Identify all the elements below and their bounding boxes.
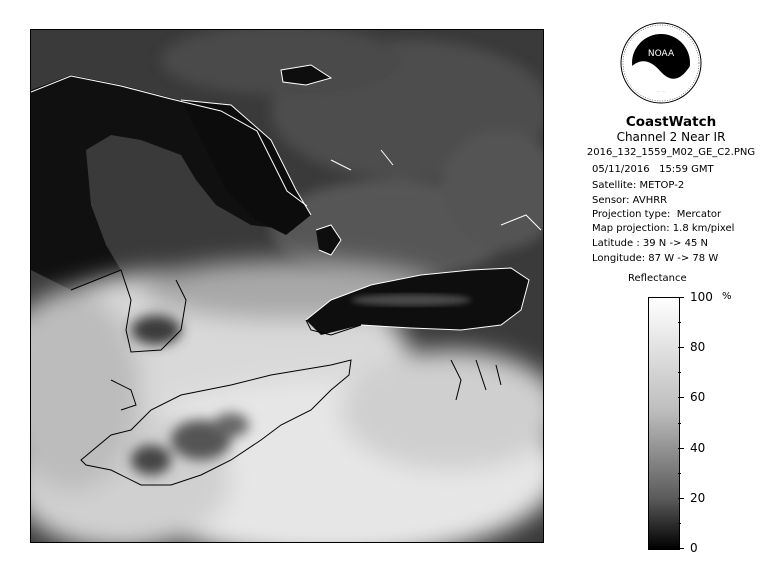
colorbar-tick-label: 40 xyxy=(690,441,706,455)
lake-ontario-streak xyxy=(351,294,471,306)
satellite-label: Satellite: METOP-2 xyxy=(592,180,685,191)
legend-title: Reflectance xyxy=(628,273,687,284)
colorbar-minor-tick xyxy=(678,523,681,524)
channel-label: Channel 2 Near IR xyxy=(616,130,726,144)
colorbar-tick-label: 80 xyxy=(690,340,706,354)
colorbar-tick-label: 20 xyxy=(690,491,706,505)
colorbar-minor-tick xyxy=(678,473,681,474)
colorbar-tick-label: 100 xyxy=(690,290,713,304)
colorbar-minor-tick xyxy=(678,423,681,424)
colorbar-tick-label: 0 xyxy=(690,541,698,555)
map-projection-label: Map projection: 1.8 km/pixel xyxy=(592,223,735,234)
logo-text: NOAA xyxy=(647,49,675,59)
colorbar-tick xyxy=(678,297,684,298)
reflectance-colorbar xyxy=(648,297,680,550)
colorbar-minor-tick xyxy=(678,372,681,373)
projection-type-label: Projection type: Mercator xyxy=(592,209,722,220)
colorbar-tick xyxy=(678,498,684,499)
colorbar-tick xyxy=(678,397,684,398)
sensor-label: Sensor: AVHRR xyxy=(592,195,668,206)
app-title: CoastWatch xyxy=(625,114,717,130)
satellite-imagery xyxy=(31,30,543,542)
filename-label: 2016_132_1559_M02_GE_C2.PNG xyxy=(586,147,756,158)
colorbar-tick xyxy=(678,448,684,449)
colorbar-tick xyxy=(678,347,684,348)
colorbar-tick-label: 60 xyxy=(690,390,706,404)
latitude-label: Latitude : 39 N -> 45 N xyxy=(592,238,708,249)
legend-unit: % xyxy=(722,291,732,302)
colorbar-minor-tick xyxy=(678,322,681,323)
satellite-map xyxy=(30,29,544,543)
longitude-label: Longitude: 87 W -> 78 W xyxy=(592,253,719,264)
colorbar-tick xyxy=(678,548,684,549)
noaa-logo-icon xyxy=(620,22,702,104)
date-time-label: 05/11/2016 15:59 GMT xyxy=(592,164,714,175)
